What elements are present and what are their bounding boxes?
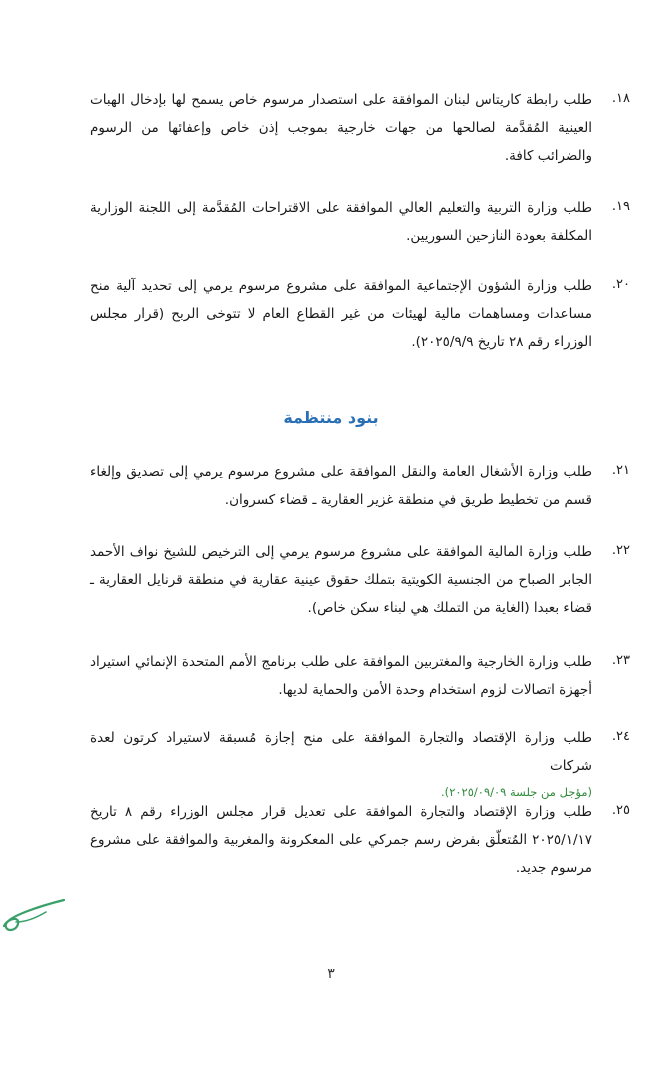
item-number: ١٨. — [611, 91, 630, 106]
item-text: طلب وزارة الشؤون الإجتماعية الموافقة على مشروع مرسوم يرمي إلى تحديد آلية منح مساعدات ومساهمات مالية لهيئات من غير القطاع العام لا تتوخى الربح (قرار مجلس الوزراء رقم ٢٨ تاريخ ٢٠٢٥/٩/٩). — [90, 278, 592, 350]
item-text: طلب وزارة الأشغال العامة والنقل الموافقة على مشروع مرسوم يرمي إلى تصديق وإلغاء قسم من تخطيط طريق في منطقة غزير العقارية ـ قضاء كسروان. — [90, 464, 592, 508]
item-number: ٢٤. — [611, 729, 630, 744]
agenda-item-19 — [90, 194, 630, 250]
item-number: ٢٢. — [611, 543, 630, 558]
agenda-item-21 — [90, 458, 630, 514]
agenda-item-20 — [90, 272, 630, 356]
signature-mark — [0, 892, 80, 942]
item-text: طلب رابطة كاريتاس لبنان الموافقة على استصدار مرسوم خاص يسمح لها بإدخال الهبات العينية المُقدَّمة لصالحها من جهات خارجية بموجب إذن خاص وإعفائها من الرسوم والضرائب كافة. — [90, 92, 592, 164]
agenda-item-25 — [90, 798, 630, 882]
item-number: ٢١. — [611, 463, 630, 478]
item-text: طلب وزارة المالية الموافقة على مشروع مرسوم يرمي إلى الترخيص للشيخ نواف الأحمد الجابر الصباح من الجنسية الكويتية بتملك حقوق عينية عقارية في منطقة قرنايل العقارية ـ قضاء بعبدا (الغاية من التملك هي لبناء سكن خاص). — [90, 544, 592, 616]
section-heading: بنود منتظمة — [283, 408, 379, 427]
agenda-item-24 — [90, 724, 630, 804]
item-number: ٢٥. — [611, 803, 630, 818]
page-number: ٣ — [327, 966, 335, 982]
item-text — [90, 724, 592, 804]
item-number: ٢٠. — [611, 277, 630, 292]
item-number: ٢٣. — [611, 653, 630, 668]
agenda-item-22 — [90, 538, 630, 622]
item-text: طلب وزارة التربية والتعليم العالي الموافقة على الاقتراحات المُقدَّمة إلى اللجنة الوزارية المكلفة بعودة النازحين السوريين. — [90, 200, 592, 244]
agenda-item-23 — [90, 648, 630, 704]
item-text-body: طلب وزارة الإقتصاد والتجارة الموافقة على منح إجازة مُسبقة لاستيراد كرتون لعدة شركات — [90, 730, 592, 774]
agenda-item-18 — [90, 86, 630, 170]
item-number: ١٩. — [611, 199, 630, 214]
item-text: طلب وزارة الإقتصاد والتجارة الموافقة على تعديل قرار مجلس الوزراء رقم ٨ تاريخ ٢٠٢٥/١/١٧ المُتعلّق بفرض رسم جمركي على المعكرونة والمغربية والموافقة على مشروع مرسوم جديد. — [90, 804, 593, 876]
item-text: طلب وزارة الخارجية والمغتربين الموافقة على طلب برنامج الأمم المتحدة الإنمائي استيراد أجهزة اتصالات لزوم استخدام وحدة الأمن والحماية لديها. — [90, 654, 592, 698]
postponed-note: (مؤجل من جلسة ٢٠٢٥/٠٩/٠٩). — [441, 785, 592, 799]
